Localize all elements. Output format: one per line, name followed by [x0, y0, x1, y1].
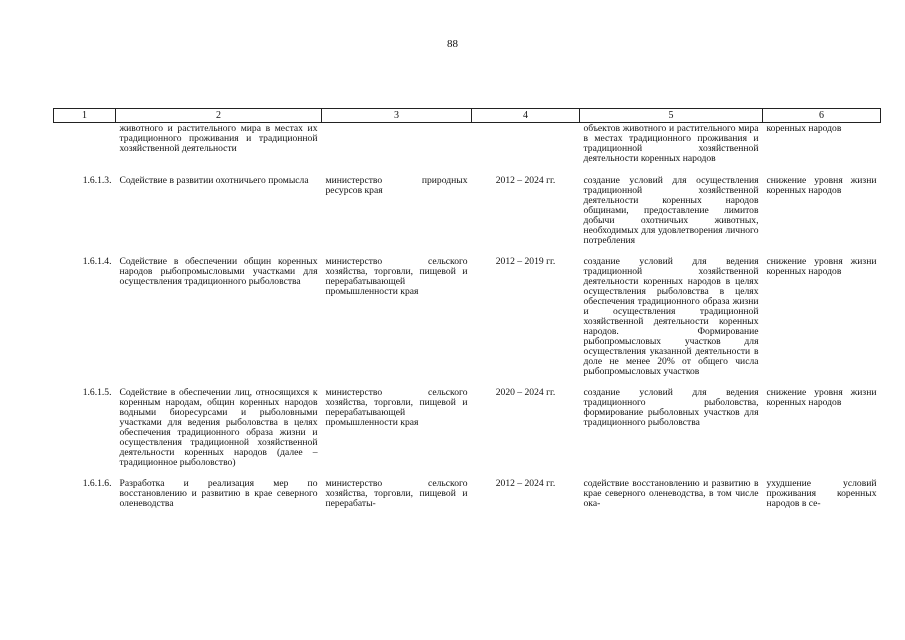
- measure-cell: Разработка и реализация мер по восстановлению и развитию в крае северного оленеводства: [119, 478, 318, 509]
- column-header: 2: [116, 109, 322, 123]
- column-header: 4: [472, 109, 580, 123]
- period-cell: [472, 123, 580, 177]
- result-cell: объектов животного и растительного мира в местах традиционного проживания и традиционной хозяйственной деятельности коренных народов: [583, 123, 759, 164]
- column-header: 5: [580, 109, 763, 123]
- period-cell: 2012 – 2024 гг.: [495, 478, 556, 489]
- item-number: 1.6.1.3.: [82, 175, 112, 186]
- measure-cell: животного и растительного мира в местах их традиционного проживания и традиционной хозяйственной деятельности: [119, 123, 318, 154]
- item-number: 1.6.1.4.: [82, 256, 112, 267]
- consequence-cell: снижение уровня жизни коренных народов: [766, 175, 877, 196]
- consequence-cell: снижение уровня жизни коренных народов: [766, 387, 877, 408]
- table-row: [54, 388, 881, 479]
- column-header: 6: [763, 109, 881, 123]
- table-row: [54, 257, 881, 388]
- executor-cell: министерство сельского хозяйства, торговли, пищевой и перерабатывающей промышленности края: [325, 387, 468, 428]
- table-row: [54, 176, 881, 257]
- period-cell: 2012 – 2019 гг.: [495, 256, 556, 267]
- result-cell: создание условий для ведения традиционного рыболовства, формирование рыболовных участков для традиционного рыболовства: [583, 387, 759, 428]
- column-header: 3: [322, 109, 472, 123]
- executor-cell: министерство природных ресурсов края: [325, 175, 468, 196]
- result-cell: создание условий для осуществления традиционной хозяйственной деятельности коренных народов общинами, предоставление лимитов добычи охотничьих животных, необходимых для удовлетворения личного потребления: [583, 175, 759, 246]
- item-number: 1.6.1.6.: [82, 478, 112, 489]
- executor-cell: [322, 123, 472, 177]
- item-number: [54, 123, 116, 177]
- result-cell: содействие восстановлению и развитию в крае северного оленеводства, в том числе ока-: [583, 478, 759, 509]
- period-cell: 2012 – 2024 гг.: [495, 175, 556, 186]
- measure-cell: Содействие в развитии охотничьего промысла: [119, 175, 309, 186]
- executor-cell: министерство сельского хозяйства, торговли, пищевой и перерабаты-: [325, 478, 468, 509]
- consequence-cell: коренных народов: [766, 123, 842, 134]
- consequence-cell: ухудшение условий проживания коренных народов в се-: [766, 478, 877, 509]
- period-cell: 2020 – 2024 гг.: [495, 387, 556, 398]
- result-cell: создание условий для ведения традиционной хозяйственной деятельности коренных народов в целях осуществления рыболовства в целях обеспечения традиционного образа жизни и осуществления традиционной хозяйственной деятельности коренных народов. Формирование рыбопромысловых участков для осуществления указанной деятельности в доле не менее 20% от общего числа рыбопромысловых участков: [583, 256, 759, 377]
- column-header: 1: [54, 109, 116, 123]
- table-row: [54, 479, 881, 520]
- header-row: [54, 109, 881, 123]
- measure-cell: Содействие в обеспечении лиц, относящихся к коренным народам, общин коренных народов водными биоресурсами и рыболовными участками для ведения рыболовства в целях обеспечения традиционного образа жизни и осуществления традиционной хозяйственной деятельности коренных народов (далее – традиционное рыболовство): [119, 387, 318, 468]
- measure-cell: Содействие в обеспечении общин коренных народов рыбопромысловыми участками для осуществления традиционного рыболовства: [119, 256, 318, 287]
- page-number: 88: [447, 38, 458, 50]
- table-row: [54, 123, 881, 177]
- executor-cell: министерство сельского хозяйства, торговли, пищевой и перерабатывающей промышленности края: [325, 256, 468, 297]
- item-number: 1.6.1.5.: [82, 387, 112, 398]
- consequence-cell: снижение уровня жизни коренных народов: [766, 256, 877, 277]
- measures-table: [53, 108, 881, 520]
